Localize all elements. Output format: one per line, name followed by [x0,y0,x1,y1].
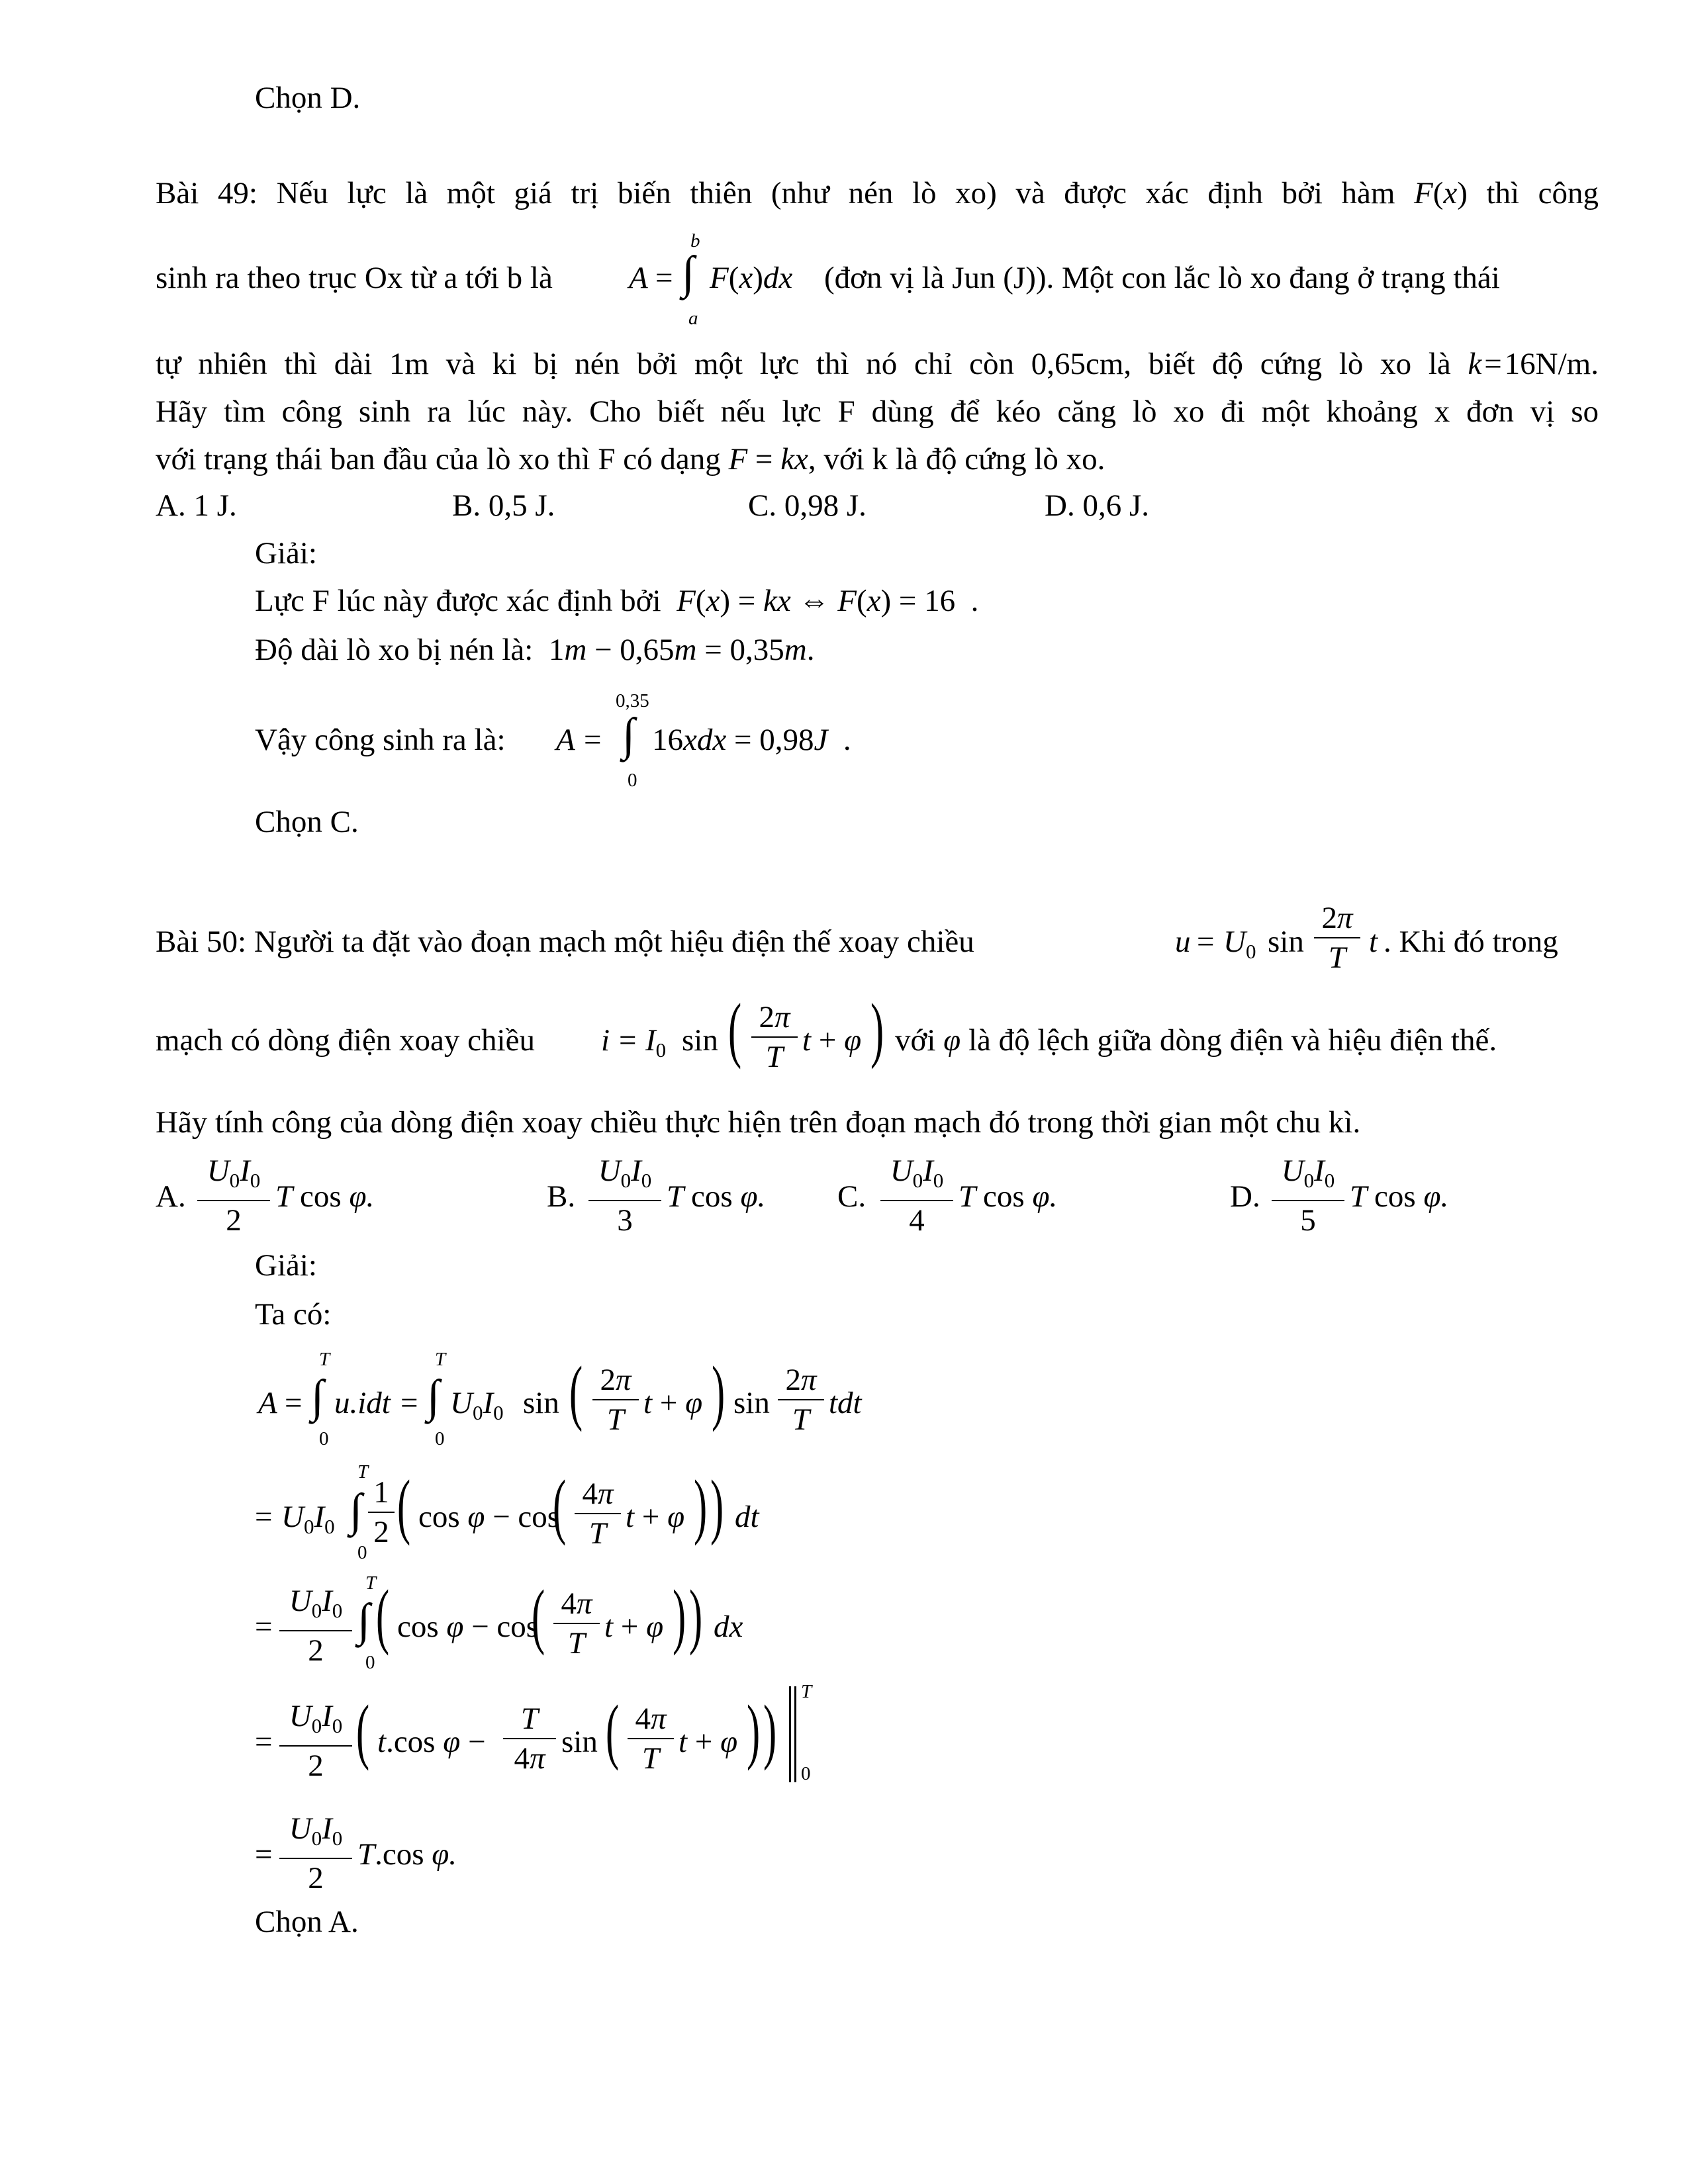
p49-answer: Chọn C. [255,805,359,839]
p50-solution-label: Giải: [255,1248,317,1283]
p50-line3: Hãy tính công của dòng điện xoay chiều thực hiện trên đoạn mạch đó trong thời gian một chu kì. [156,1105,1361,1140]
document-page: Chọn D. Bài 49: Nếu lực là một giá trị biến thiên (như nén lò xo) và được xác định bởi hàm F(x) thì công sinh ra theo trục Ox từ a tới b là A = ∫ b a F(x)dx (đơn vị là Jun (J)). Một con lắc lò xo đang ở trạng thái tự nhiên thì dài 1m và ki bị nén bởi một lực thì nó chỉ còn 0,65cm, biết độ cứng lò xo là k = 16N/m. Hãy tìm công sinh ra lúc này. Cho biết nếu lực F dùng để kéo căng lò xo đi một khoảng x đơn vị so với trạng thái ban đầu của lò xo thì F có dạng F = kx, với k là độ cứng lò xo. A. 1 J. B. 0,5 J. C. 0,98 J. D. 0,6 J. Giải: Lực F lúc này được xác định bởi F(x) = kx ⇔ F(x) = 16 . Độ dài lò xo bị nén là: 1m − 0,65m = 0,35m. Vậy công sinh ra là: A = ∫ 0,35 0 16xdx = 0,98J . Chọn C. Bài 50: Người ta đặt vào đoạn mạch một hiệu điện thế xoay chiều u = $U_0$ sin $\frac{2\pi}{T}$ t . Khi đó trong mạch có dòng điện xoay chiều i = $I_0$ sin ( $\frac{2\pi}{T}$ t + φ ) với φ là độ lệch giữa dòng điện và hiệu điện thế. Hãy tính công của dòng điện xoay chiều thực hiện trên đoạn mạch đó trong thời gian một chu kì. A. $\frac{U_0I_0}{2}$ T cos φ. B. $\frac{U_0I_0}{3}$ T cos φ. C. $\frac{U_0I_0}{4}$ T cos φ. D. $\frac{U_0I_0}{5}$ T cos φ. Giải: Ta có: A = ∫ T 0 u.idt = ∫ T 0 $U_0I_0$ sin ( $\frac{2\pi}{T}$ t + φ ) sin $\frac{2\pi}{T}$ tdt = $U_0I_0$ ∫ T 0 $\frac{1}{2}$ ( cos φ − cos ( $\frac{4\pi}{T}$ t + φ ) ) dt = $\frac{U_0I_0}{2}$ ∫ T 0 ( cos φ − cos ( $\frac{4\pi}{T}$ t + φ ) ) dx = $\frac{U_0I_0}{2}$ ( t.cos φ − $\frac{T}{4\pi}$ sin ( $\frac{4\pi}{T}$ t + φ ) ) T 0 = $\frac{U_0I_0}{2}$ T.cos φ. Chọn A. [0,0,1688,2184]
p49-line2a: sinh ra theo trục Ox từ a tới b là [156,261,553,295]
p50-line1a: Bài 50: Người ta đặt vào đoạn mạch một hiệu điện thế xoay chiều [156,925,974,959]
p50-line2a: mạch có dòng điện xoay chiều [156,1023,535,1058]
p49-sol3a: Vậy công sinh ra là: [255,723,506,757]
p49-option-b: B. 0,5 J. [452,488,555,523]
p50-answer: Chọn A. [255,1905,359,1939]
p49-option-d: D. 0,6 J. [1045,488,1149,523]
prev-answer: Chọn D. [255,81,361,115]
p50-line1b: . Khi đó trong [1383,925,1558,959]
p49-sol2: Độ dài lò xo bị nén là: 1m − 0,65m = 0,35m. [255,633,815,667]
p50-ta-co: Ta có: [255,1297,332,1332]
p49-line1: Bài 49: Nếu lực là một giá trị biến thiên (như nén lò xo) và được xác định bởi hàm F(x) thì công [156,176,1599,210]
p49-line5: với trạng thái ban đầu của lò xo thì F có dạng F = kx, với k là độ cứng lò xo. [156,442,1105,477]
p49-sol1: Lực F lúc này được xác định bởi F(x) = kx ⇔ F(x) = 16 . [255,584,979,618]
p50-line2b: với φ là độ lệch giữa dòng điện và hiệu điện thế. [895,1023,1497,1058]
p49-line4: Hãy tìm công sinh ra lúc này. Cho biết nếu lực F dùng để kéo căng lò xo đi một khoảng x đơn vị so [156,394,1599,429]
p49-option-a: A. 1 J. [156,488,237,523]
p49-line3: tự nhiên thì dài 1m và ki bị nén bởi một lực thì nó chỉ còn 0,65cm, biết độ cứng lò xo là k = 16N/m. [156,347,1599,381]
p49-solution-label: Giải: [255,536,317,570]
p49-option-c: C. 0,98 J. [748,488,867,523]
p49-line2b: (đơn vị là Jun (J)). Một con lắc lò xo đang ở trạng thái [824,261,1500,295]
